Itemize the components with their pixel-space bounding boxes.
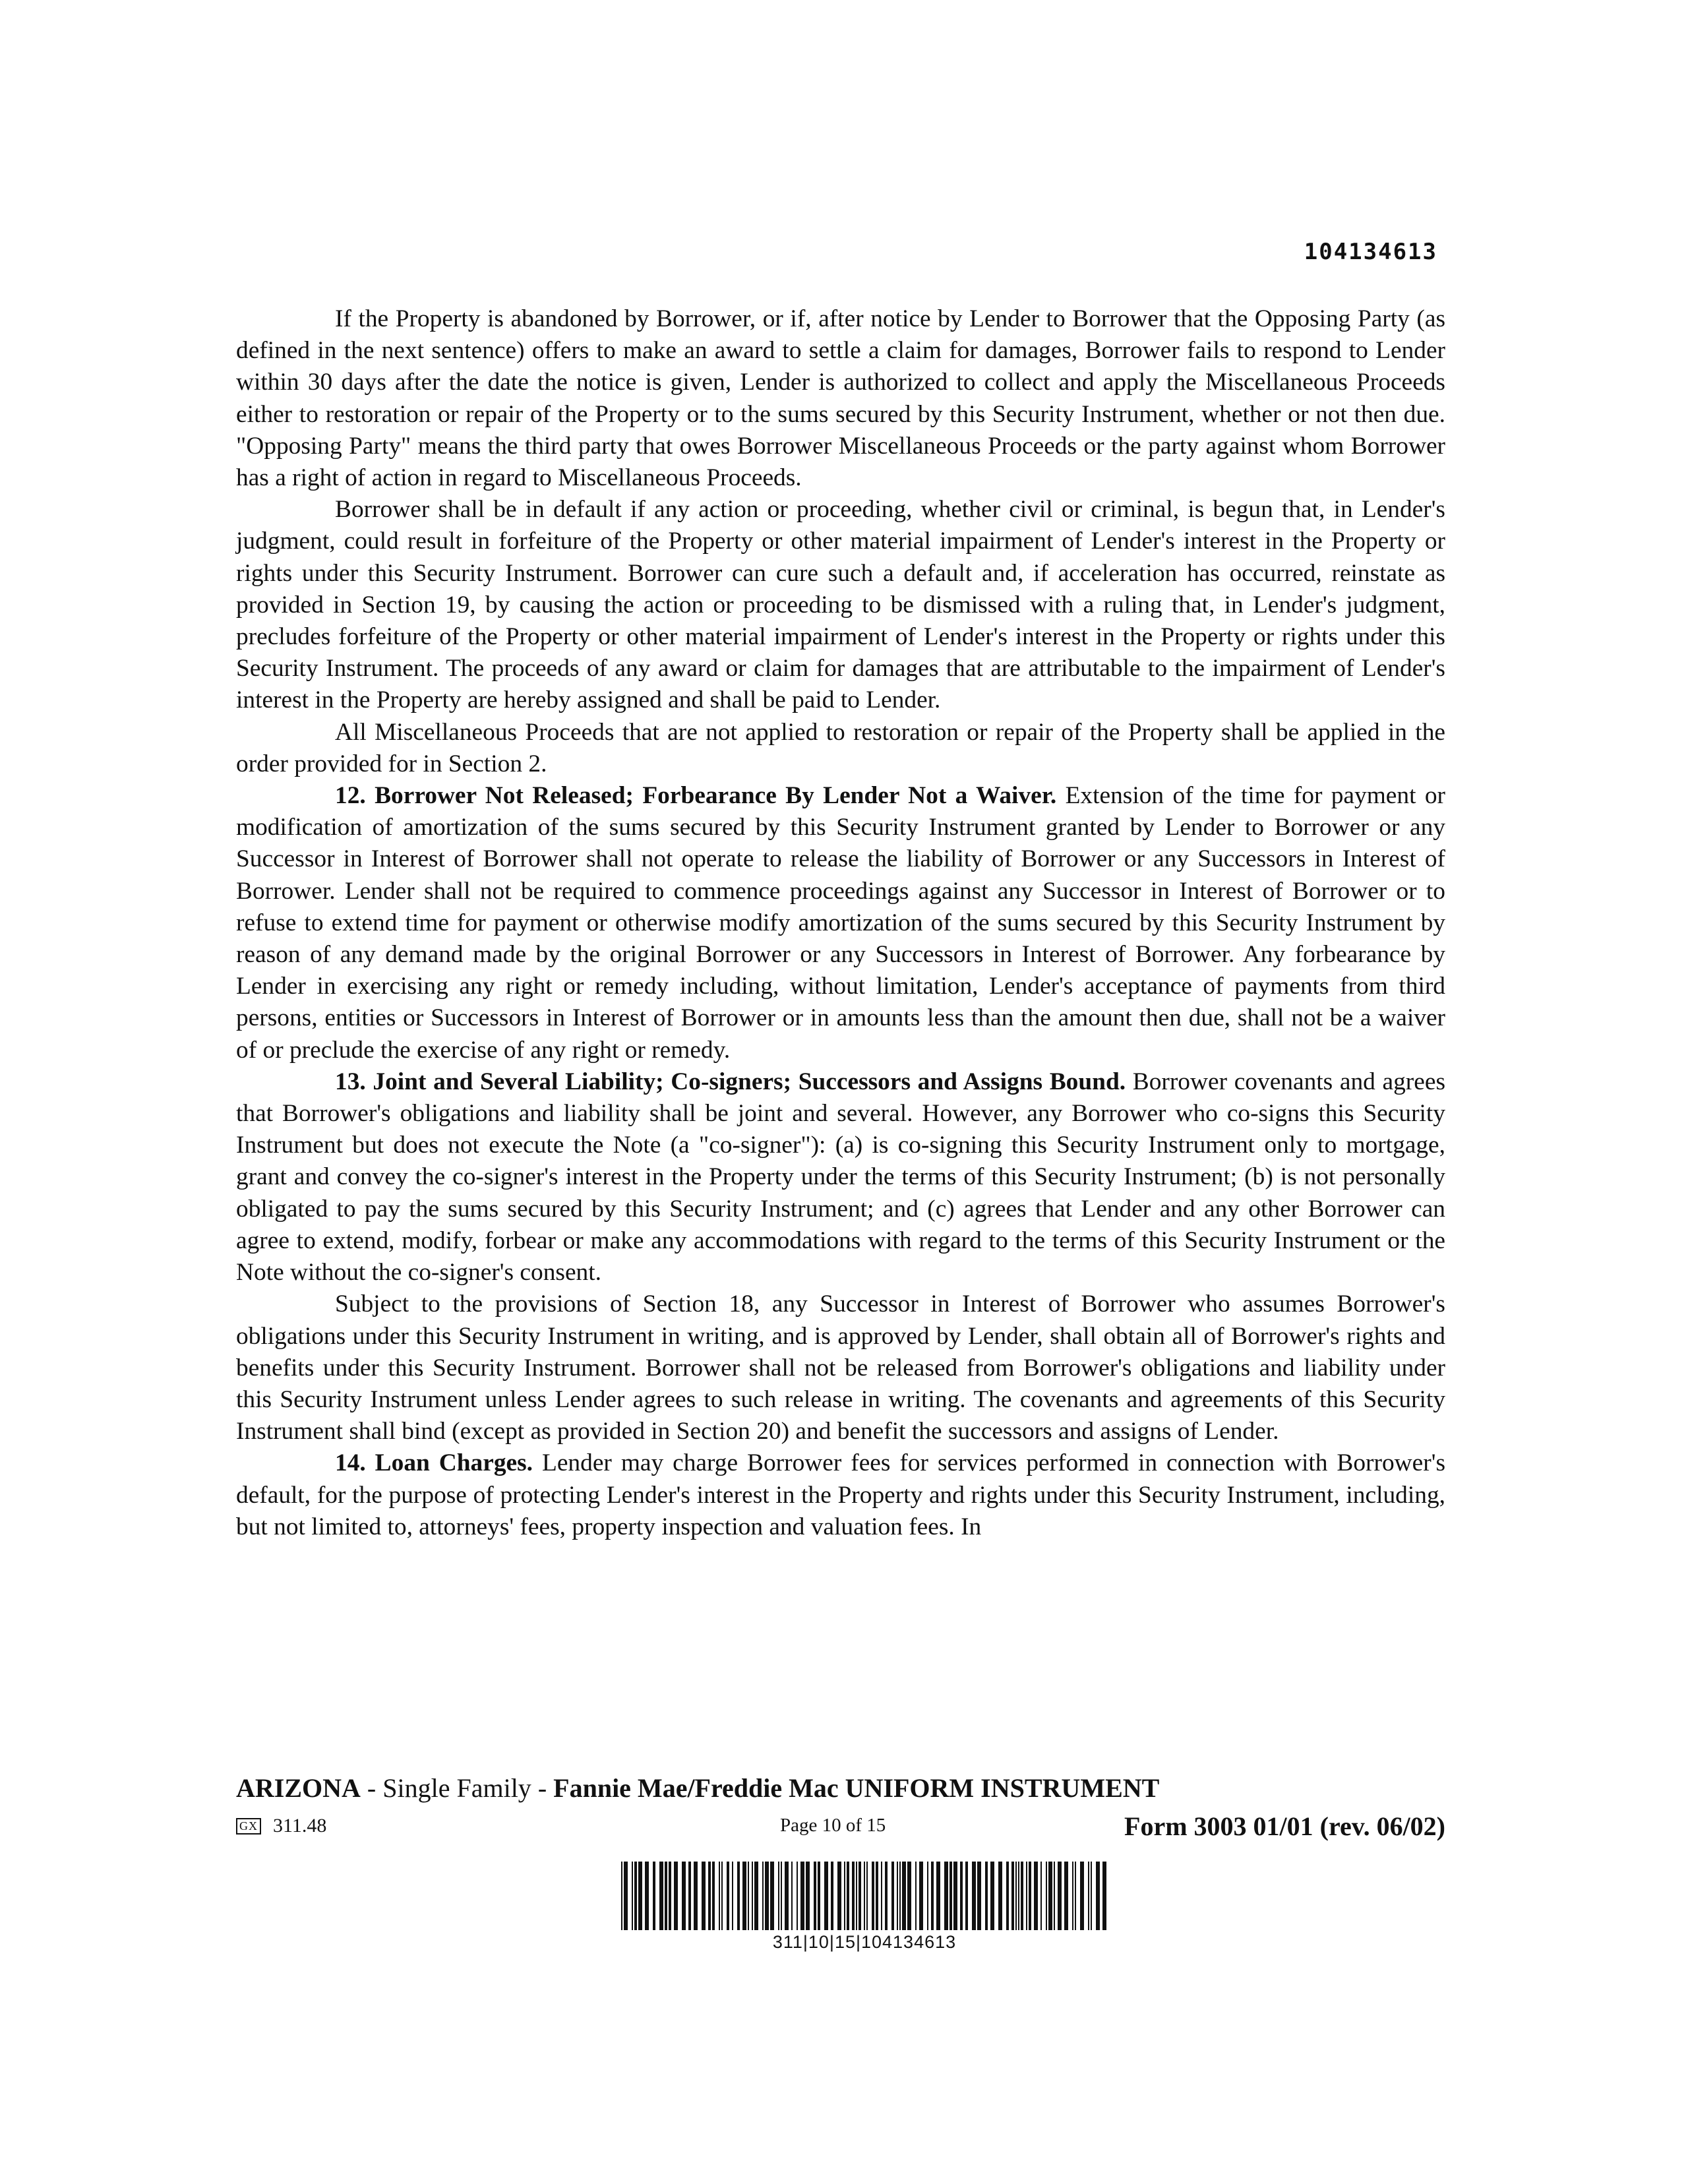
- barcode-bar: [732, 1862, 733, 1930]
- barcode-bar: [950, 1862, 952, 1930]
- barcode-bar: [737, 1862, 740, 1930]
- barcode-bar: [800, 1862, 804, 1930]
- barcode-bar: [621, 1862, 622, 1930]
- barcode-bar: [653, 1862, 655, 1930]
- barcode-bar: [1075, 1862, 1076, 1930]
- barcode-bar: [1058, 1862, 1062, 1930]
- barcode-bar: [814, 1862, 816, 1930]
- footer-instrument: Fannie Mae/Freddie Mac UNIFORM INSTRUMENT: [553, 1773, 1160, 1803]
- barcode-bar: [1091, 1862, 1092, 1930]
- form-code: [236, 1815, 326, 1837]
- paragraph-abandoned-property: If the Property is abandoned by Borrower, or if, after notice by Lender to Borrower that the Opposing Party (as defined in the next sentence) offers to make an award to settle a claim for damages, Borrower fails to respond to Lender within 30 days after the date the notice is given, Lender is authorized to collect and apply the Miscellaneous Proceeds either to restoration or repair of the Property or to the sums secured by this Security Instrument, whether or not then due. "Opposing Party" means the third party that owes Borrower Miscellaneous Proceeds or the party against whom Borrower has a right of action in regard to Miscellaneous Proceeds.: [236, 305, 1445, 492]
- barcode-bar: [748, 1862, 749, 1930]
- barcode-bar: [765, 1862, 769, 1930]
- barcode-bar: [721, 1862, 723, 1930]
- barcode-bar: [818, 1862, 820, 1930]
- barcode-bar: [702, 1862, 706, 1930]
- barcode-bar: [712, 1862, 715, 1930]
- footer-separator: -: [360, 1773, 383, 1803]
- section-12: [236, 780, 1445, 1066]
- barcode-bar: [791, 1862, 793, 1930]
- barcode-bar: [1011, 1862, 1014, 1930]
- barcode-bar: [1015, 1862, 1017, 1930]
- barcode-bar: [927, 1862, 928, 1930]
- barcode-bar: [847, 1862, 849, 1930]
- barcode-bar: [1029, 1862, 1031, 1930]
- barcode-bar: [859, 1862, 861, 1930]
- barcode-bar: [864, 1862, 865, 1930]
- barcode-bar: [1046, 1862, 1047, 1930]
- footer-title: [236, 1773, 1159, 1804]
- section-13-text: Borrower covenants and agrees that Borrower's obligations and liability shall be joint and several. However, any Borrower who co-signs this Security Instrument but does not execute the Note (a "co-signer"): (a) is co-signing this Security Instrument only to mortgage, grant and convey the co-signer's interest in the Property under the terms of this Security Instrument; (b) is not personally obligated to pay the sums secured by this Security Instrument; and (c) agrees that Lender and any other Borrower can agree to extend, modify, forbear or make any accommodations with regard to the terms of this Security Instrument or the Note without the co-signer's consent.: [236, 1068, 1445, 1287]
- barcode-bar: [1034, 1862, 1038, 1930]
- barcode-bar: [762, 1862, 764, 1930]
- barcode-bar: [1054, 1862, 1055, 1930]
- barcode-bar: [742, 1862, 746, 1930]
- barcode-bar: [754, 1862, 758, 1930]
- footer-separator: -: [531, 1773, 554, 1803]
- barcode-bar: [708, 1862, 711, 1930]
- barcode-bar: [781, 1862, 782, 1930]
- barcode-bar: [891, 1862, 894, 1930]
- form-code-number: 311.48: [273, 1815, 327, 1836]
- barcode-bar: [778, 1862, 779, 1930]
- barcode-bar: [953, 1862, 957, 1930]
- barcode-bar: [1088, 1862, 1089, 1930]
- barcode-bar: [919, 1862, 923, 1930]
- barcode-bar: [856, 1862, 857, 1930]
- section-14: [236, 1447, 1445, 1543]
- barcode-bar: [824, 1862, 828, 1930]
- barcode-bar: [1040, 1862, 1042, 1930]
- barcode-bar: [688, 1862, 691, 1930]
- barcode-bar: [998, 1862, 1002, 1930]
- section-14-heading: 14. Loan Charges.: [335, 1449, 533, 1477]
- barcode-bar: [1006, 1862, 1009, 1930]
- barcode: [621, 1862, 1108, 1930]
- barcode-bar: [990, 1862, 994, 1930]
- barcode-bar: [645, 1862, 649, 1930]
- barcode-bar: [770, 1862, 774, 1930]
- barcode-bar: [624, 1862, 628, 1930]
- barcode-bar: [1048, 1862, 1052, 1930]
- barcode-bar: [669, 1862, 671, 1930]
- barcode-bar: [1021, 1862, 1023, 1930]
- barcode-bar: [965, 1862, 968, 1930]
- barcode-bar: [1026, 1862, 1027, 1930]
- barcode-bar: [872, 1862, 874, 1930]
- barcode-bar: [837, 1862, 841, 1930]
- document-body: [236, 303, 1445, 1543]
- barcode-bar: [852, 1862, 855, 1930]
- barcode-bar: [985, 1862, 988, 1930]
- barcode-bar: [960, 1862, 963, 1930]
- section-14-text: Lender may charge Borrower fees for services performed in connection with Borrower's default, for the purpose of protecting Lender's interest in the Property and rights under this Security Instrument, including, but not limited to, attorneys' fees, property inspection and valuation fees. In: [236, 1449, 1445, 1540]
- section-12-heading: 12. Borrower Not Released; Forbearance By Lender Not a Waiver.: [335, 782, 1057, 810]
- paragraph-borrower-default: Borrower shall be in default if any action or proceeding, whether civil or criminal, is begun that, in Lender's judgment, could result in forfeiture of the Property or other material impairment of Lender's interest in the Property or rights under this Security Instrument. Borrower can cure such a default and, if acceleration has occurred, reinstate as provided in Section 19, by causing the action or proceeding to be dismissed with a ruling that, in Lender's judgment, precludes forfeiture of the Property or other material impairment of Lender's interest in the Property or rights under this Security Instrument. The proceeds of any award or claim for damages that are attributable to the impairment of Lender's interest in the Property are hereby assigned and shall be paid to Lender.: [236, 496, 1445, 714]
- barcode-bar: [694, 1862, 698, 1930]
- barcode-bar: [1064, 1862, 1068, 1930]
- barcode-bar: [866, 1862, 868, 1930]
- barcode-bar: [977, 1862, 981, 1930]
- barcode-bar: [1080, 1862, 1084, 1930]
- paragraph-successor-in-interest: Subject to the provisions of Section 18, any Successor in Interest of Borrower who assumes Borrower's obligations under this Security Instrument in writing, and is approved by Lender, shall obtain all of Borrower's rights and benefits under this Security Instrument. Borrower shall not be released from Borrower's obligations and liability under this Security Instrument unless Lender agrees to such release in writing. The covenants and agreements of this Security Instrument shall bind (except as provided in Section 20) and benefit the successors and assigns of Lender.: [236, 1290, 1445, 1445]
- barcode-bar: [902, 1862, 906, 1930]
- barcode-bar: [674, 1862, 678, 1930]
- barcode-bar: [915, 1862, 917, 1930]
- barcode-bar: [931, 1862, 934, 1930]
- ellie-mae-logo-icon: GX: [236, 1818, 261, 1835]
- barcode-bar: [876, 1862, 878, 1930]
- barcode-bar: [659, 1862, 663, 1930]
- barcode-bar: [1072, 1862, 1073, 1930]
- barcode-bar: [936, 1862, 940, 1930]
- section-12-text: Extension of the time for payment or modification of amortization of the sums secured by this Security Instrument granted by Lender to Borrower or any Successor in Interest of Borrower shall not operate to release the liability of Borrower or any Successors in Interest of Borrower. Lender shall not be required to commence proceedings against any Successor in Interest of Borrower or to refuse to extend time for payment or otherwise modify amortization of the sums secured by this Security Instrument by reason of any demand made by the original Borrower or any Successors in Interest of Borrower. Any forbearance by Lender in exercising any right or remedy including, without limitation, Lender's acceptance of payments from third persons, entities or Successors in Interest of Borrower or in amounts less than the amount then due, shall not be a waiver of or preclude the exercise of any right or remedy.: [236, 782, 1445, 1064]
- barcode-bar: [727, 1862, 729, 1930]
- barcode-bar: [899, 1862, 901, 1930]
- barcode-text: 311|10|15|104134613: [772, 1932, 957, 1952]
- section-13: [236, 1066, 1445, 1289]
- barcode-bar: [885, 1862, 888, 1930]
- paragraph-misc-proceeds: All Miscellaneous Proceeds that are not applied to restoration or repair of the Property shall be applied in the order provided for in Section 2.: [236, 718, 1445, 777]
- barcode-bar: [831, 1862, 833, 1930]
- barcode-bar: [719, 1862, 720, 1930]
- barcode-bar: [972, 1862, 976, 1930]
- document-number: 104134613: [1304, 239, 1437, 265]
- barcode-bar: [881, 1862, 882, 1930]
- footer-state: ARIZONA: [236, 1773, 361, 1803]
- barcode-bar: [632, 1862, 633, 1930]
- page-number: Page 10 of 15: [780, 1815, 886, 1836]
- footer-row: [236, 1811, 1445, 1844]
- barcode-bar: [1096, 1862, 1100, 1930]
- barcode-bar: [897, 1862, 898, 1930]
- barcode-bar: [944, 1862, 948, 1930]
- barcode-bar: [1018, 1862, 1019, 1930]
- barcode-bar: [806, 1862, 810, 1930]
- barcode-bar: [844, 1862, 845, 1930]
- barcode-bar: [682, 1862, 686, 1930]
- barcode-bar: [797, 1862, 798, 1930]
- footer-family: Single Family: [382, 1773, 531, 1803]
- section-13-heading: 13. Joint and Several Liability; Co-signers; Successors and Assigns Bound.: [335, 1068, 1126, 1095]
- barcode-bar: [907, 1862, 911, 1930]
- barcode-bar: [785, 1862, 789, 1930]
- barcode-bar: [638, 1862, 642, 1930]
- form-number: Form 3003 01/01 (rev. 06/02): [1124, 1811, 1445, 1841]
- barcode-bar: [1102, 1862, 1106, 1930]
- barcode-bar: [752, 1862, 753, 1930]
- barcode-bar: [665, 1862, 667, 1930]
- barcode-bar: [634, 1862, 637, 1930]
